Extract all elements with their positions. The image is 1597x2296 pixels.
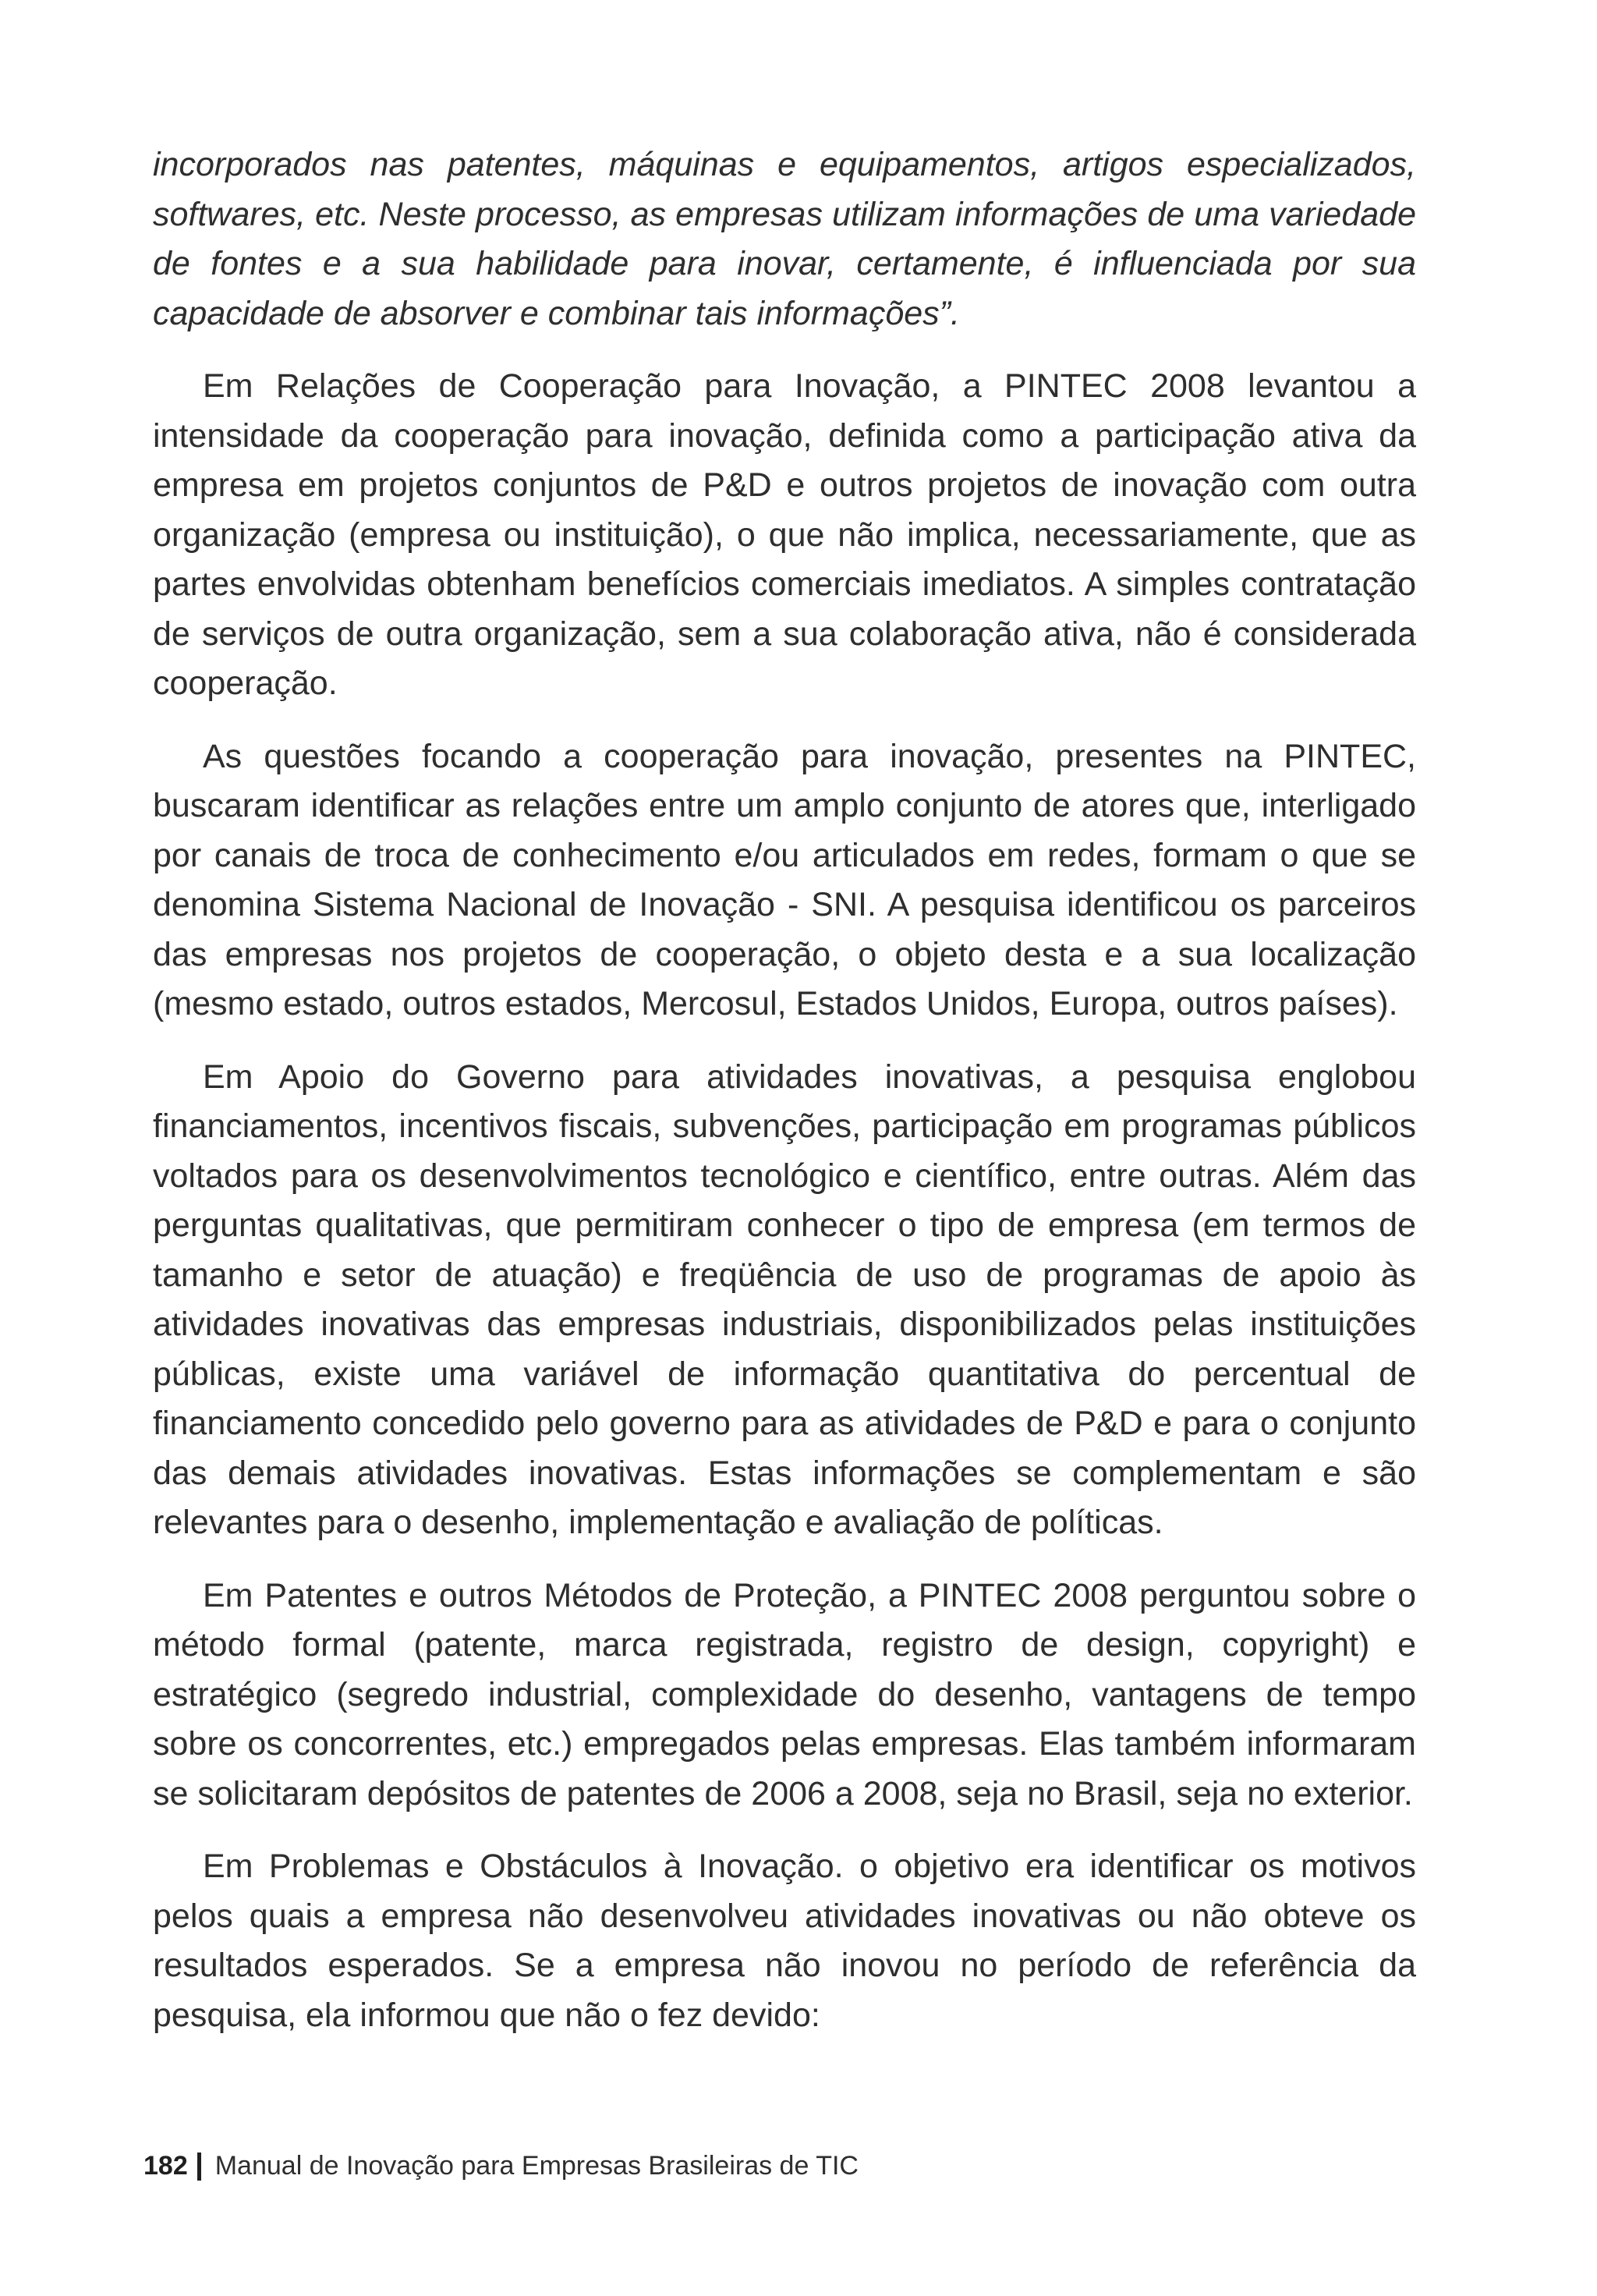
paragraph-government-support: Em Apoio do Governo para atividades inovativas, a pesquisa englobou financiamentos, incentivos fiscais, subvenções, participação em programas públicos voltados para os desenvolvimentos tecnológico e científico, entre outras. Além das perguntas qualitativas, que permitiram conhecer o tipo de empresa (em termos de tamanho e setor de atuação) e freqüência de uso de programas de apoio às atividades inovativas das empresas industriais, disponibilizados pelas instituições públicas, existe uma variável de informação quantitativa do percentual de financiamento concedido pelo governo para as atividades de P&D e para o conjunto das demais atividades inovativas. Estas informações se complementam e são relevantes para o desenho, implementação e avaliação de políticas.	[153, 1058, 1416, 1541]
paragraph-obstacles: Em Problemas e Obstáculos à Inovação. o objetivo era identificar os motivos pelos quais a empresa não desenvolveu atividades inovativas ou não obteve os resultados esperados. Se a empresa não inovou no período de referência da pesquisa, ela informou que não o fez devido:	[153, 1848, 1416, 2034]
page-number: 182	[143, 2151, 188, 2181]
footer-divider	[197, 2152, 201, 2181]
page-footer	[143, 2151, 859, 2181]
paragraph-cooperation: Em Relações de Cooperação para Inovação, a PINTEC 2008 levantou a intensidade da cooperação para inovação, definida como a participação ativa da empresa em projetos conjuntos de P&D e outros projetos de inovação com outra organização (empresa ou instituição), o que não implica, necessariamente, que as partes envolvidas obtenham benefícios comerciais imediatos. A simples contratação de serviços de outra organização, sem a sua colaboração ativa, não é considerada cooperação.	[153, 367, 1416, 702]
book-title: Manual de Inovação para Empresas Brasileiras de TIC	[214, 2151, 859, 2181]
paragraph-quote-continuation: incorporados nas patentes, máquinas e equipamentos, artigos especializados, softwares, etc. Neste processo, as empresas utilizam informações de uma variedade de fontes e a sua habilidade para inovar, certamente, é influenciada por sua capacidade de absorver e combinar tais informações”.	[153, 146, 1416, 332]
paragraph-cooperation-questions: As questões focando a cooperação para inovação, presentes na PINTEC, buscaram identificar as relações entre um amplo conjunto de atores que, interligado por canais de troca de conhecimento e/ou articulados em redes, formam o que se denomina Sistema Nacional de Inovação - SNI. A pesquisa identificou os parceiros das empresas nos projetos de cooperação, o objeto desta e a sua localização (mesmo estado, outros estados, Mercosul, Estados Unidos, Europa, outros países).	[153, 737, 1416, 1022]
body-text	[153, 140, 1416, 2064]
paragraph-patents: Em Patentes e outros Métodos de Proteção, a PINTEC 2008 perguntou sobre o método formal (patente, marca registrada, registro de design, copyright) e estratégico (segredo industrial, complexidade do desenho, vantagens de tempo sobre os concorrentes, etc.) empregados pelas empresas. Elas também informaram se solicitaram depósitos de patentes de 2006 a 2008, seja no Brasil, seja no exterior.	[153, 1576, 1416, 1812]
